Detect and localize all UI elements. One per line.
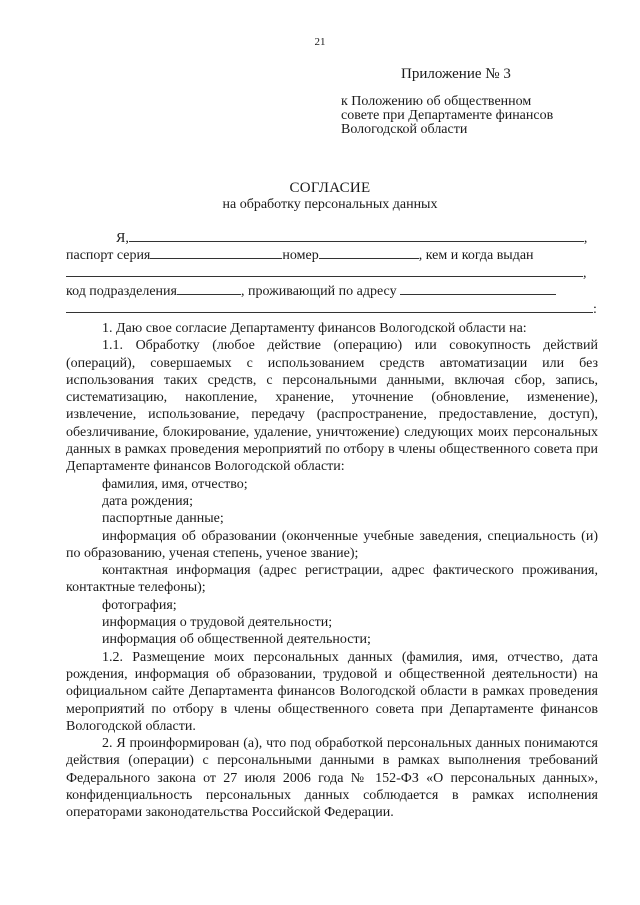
list-item: контактная информация (адрес регистрации, адрес фактического проживания, контактные телефоны); xyxy=(66,563,598,596)
list-item: фотография; xyxy=(102,597,177,613)
document-subtitle: на обработку персональных данных xyxy=(222,197,438,212)
passport-line xyxy=(66,246,598,264)
division-code-label: код подразделения xyxy=(66,284,177,299)
list-item: информация об образовании (оконченные учебные заведения, специальность (и) по образованию, ученая степень, ученое звание); xyxy=(66,528,598,561)
list-item: информация об общественной деятельности; xyxy=(102,632,371,648)
list-item: фамилия, имя, отчество; xyxy=(102,476,248,492)
address-field-continued[interactable] xyxy=(66,300,593,313)
appendix-title: Приложение № 3 xyxy=(401,66,511,82)
division-line xyxy=(66,282,598,300)
list-item: информация о трудовой деятельности; xyxy=(102,615,333,631)
issued-by-field[interactable] xyxy=(66,264,583,277)
name-label: Я, xyxy=(116,231,129,246)
passport-issued-label: , кем и когда выдан xyxy=(418,248,534,263)
list-item: дата рождения; xyxy=(102,493,193,509)
document-title: СОГЛАСИЕ xyxy=(289,180,371,196)
issued-line: , xyxy=(66,264,598,282)
paragraph-2: 2. Я проинформирован (а), что под обработкой персональных данных понимаются действия (операции) с персональными данными в рамках выполнения требований Федерального закона от 27 июля 2006 года № 152-ФЗ «О персональных данных», конфиденциальность персональных данных соблюдается в рамках исполнения операторами законодательства Российской Федерации. xyxy=(66,736,598,821)
appendix-subtitle-line: к Положению об общественном xyxy=(341,94,532,109)
address-field[interactable] xyxy=(400,282,556,295)
appendix-subtitle-line: совете при Департаменте финансов xyxy=(341,108,554,123)
address-line-2: : xyxy=(66,300,598,318)
passport-number-field[interactable] xyxy=(319,246,419,259)
list-item: паспортные данные; xyxy=(102,511,224,527)
paragraph-1-2: 1.2. Размещение моих персональных данных (фамилия, имя, отчество, дата рождения, информация об образовании, трудовой и общественной деятельности) на официальном сайте Департамента финансов Вологодской области в рамках проведения мероприятий по отбору в члены общественного совета при Департаменте финансов Вологодской области. xyxy=(66,649,598,734)
division-code-field[interactable] xyxy=(177,282,241,295)
paragraph-1-1: 1.1. Обработку (любое действие (операцию) или совокупность действий (операций), совершаемых с использованием средств автоматизации или без использования таких средств, с персональными данными, включая сбор, запись, систематизацию, накопление, хранение, уточнение (обновление, изменение), извлечение, использование, передачу (распространение, предоставление, доступ), обезличивание, блокирование, удаление, уничтожение) следующих моих персональных данных в рамках проведения мероприятий по отбору в члены общественного совета при Департаменте финансов Вологодской области: xyxy=(66,338,598,475)
page-number: 21 xyxy=(314,36,326,48)
appendix-subtitle-line: Вологодской области xyxy=(341,122,468,137)
address-label: , проживающий по адресу xyxy=(240,284,397,299)
consent-body xyxy=(66,320,598,822)
name-line: Я, , xyxy=(116,231,588,246)
paragraph-1: 1. Даю свое согласие Департаменту финансов Вологодской области на: xyxy=(102,321,527,336)
appendix-subtitle xyxy=(341,95,553,137)
passport-series-field[interactable] xyxy=(150,246,282,259)
passport-series-label: паспорт серия xyxy=(66,248,151,263)
name-field[interactable] xyxy=(129,229,584,242)
passport-number-label: номер xyxy=(282,248,319,263)
